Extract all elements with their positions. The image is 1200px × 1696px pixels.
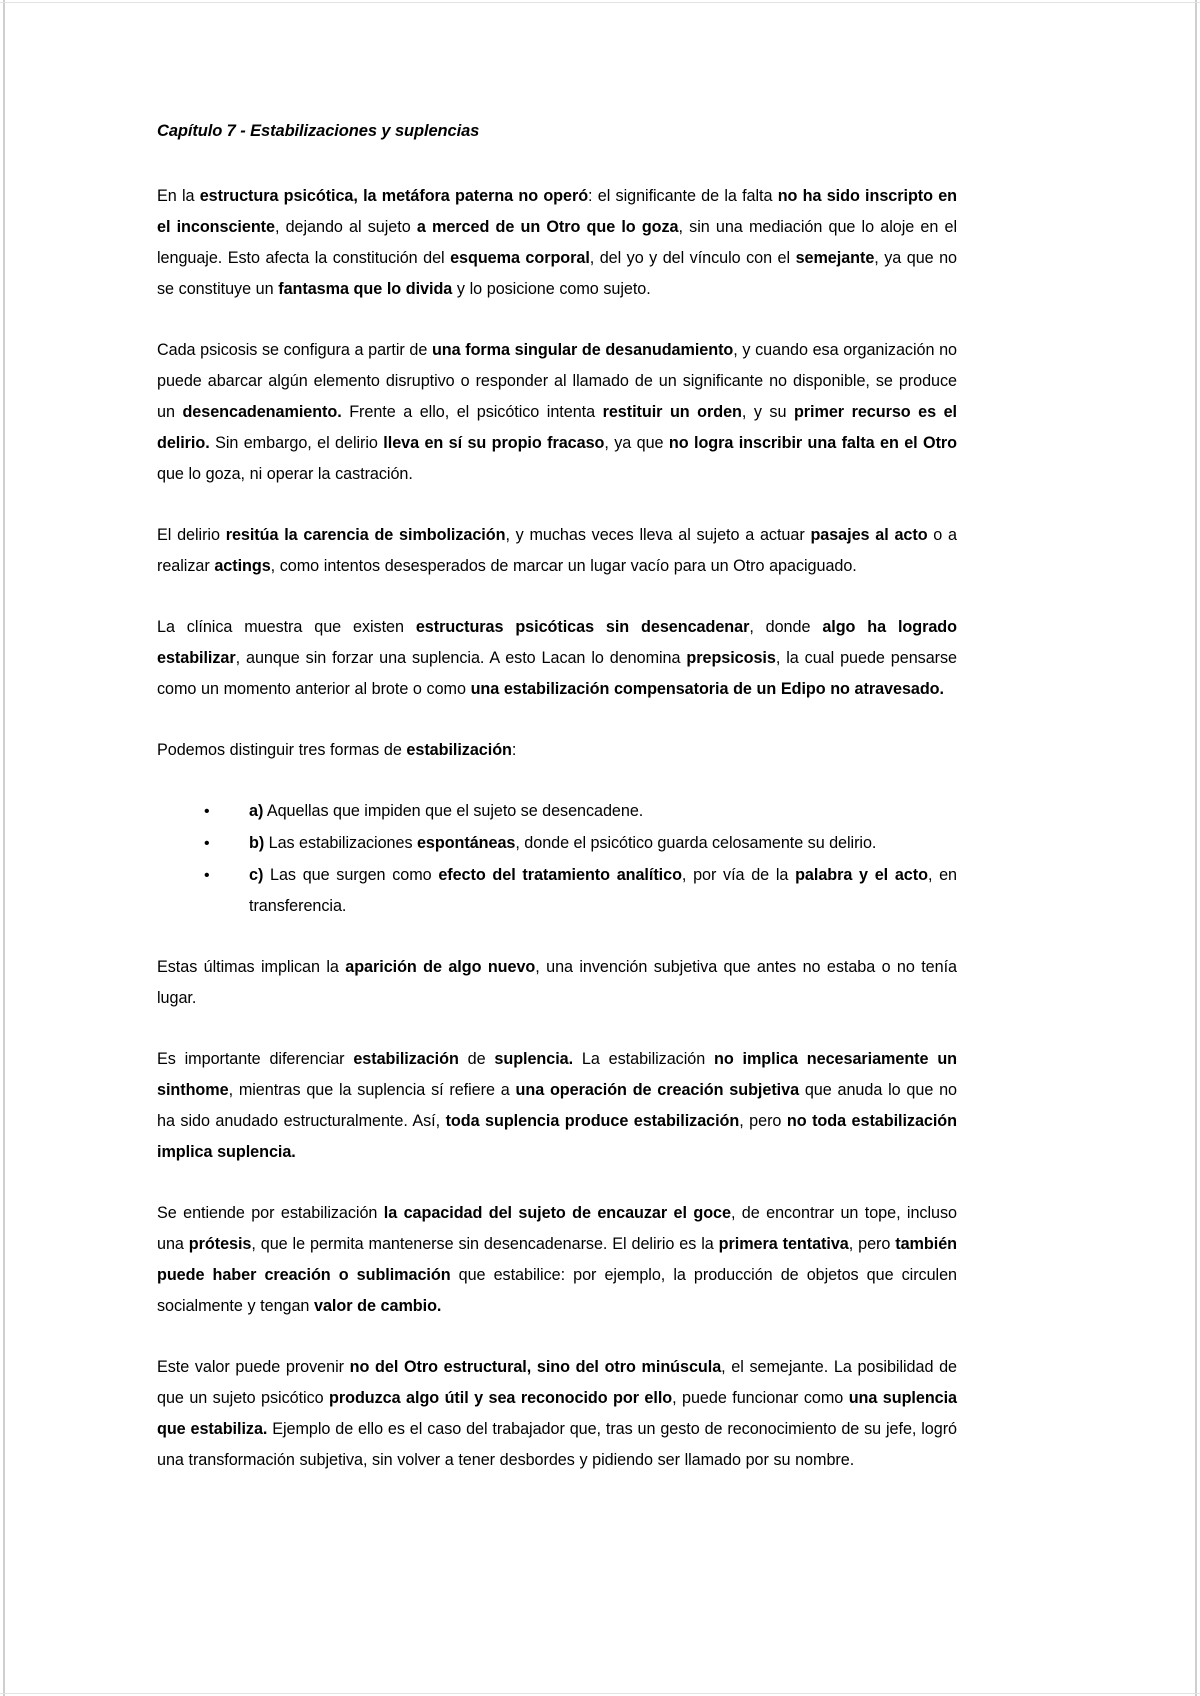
bold-run: toda suplencia produce estabilización <box>445 1111 740 1130</box>
text-run: Cada psicosis se configura a partir de <box>157 340 432 359</box>
bold-run: efecto del tratamiento analítico <box>438 865 682 884</box>
text-run: Las estabilizaciones <box>264 833 417 852</box>
bold-run: estructuras psicóticas sin desencadenar <box>415 617 750 636</box>
paragraph-3 <box>157 520 957 582</box>
text-run: que estabilice: por ejemplo, la producción de objetos que circulen socialmente y tengan <box>157 1265 957 1315</box>
text-run: : el significante de la falta <box>588 186 778 205</box>
bold-run: produzca algo útil y sea reconocido por ello <box>329 1388 673 1407</box>
bold-run: espontáneas <box>416 833 516 852</box>
paragraph-7 <box>157 1044 957 1168</box>
text-run: , pero <box>848 1234 896 1253</box>
bold-run: no logra inscribir una falta en el Otro <box>668 433 958 452</box>
bold-run: primer recurso es el delirio. <box>157 402 957 452</box>
bold-run: lleva en sí su propio fracaso <box>383 433 605 452</box>
bold-run: aparición de algo nuevo <box>345 957 536 976</box>
text-run: , en transferencia. <box>249 865 958 915</box>
text-run: , ya que no se constituye un <box>157 248 958 298</box>
list-item <box>157 828 957 859</box>
text-run: , donde el psicótico guarda celosamente su delirio. <box>515 833 877 852</box>
bold-run: palabra y el acto <box>795 865 928 884</box>
text-run: , y muchas veces lleva al sujeto a actuar <box>505 525 811 544</box>
text-run: , como intentos desesperados de marcar un lugar vacío para un Otro apaciguado. <box>270 556 857 575</box>
page-edge-left <box>3 0 5 1696</box>
page-edge-right <box>1195 0 1197 1696</box>
text-run: , de encontrar un tope, incluso una <box>157 1203 957 1253</box>
text-run: La clínica muestra que existen <box>157 617 416 636</box>
text-run: que anuda lo que no ha sido anudado estructuralmente. Así, <box>157 1080 958 1130</box>
text-run: , aunque sin forzar una suplencia. A esto Lacan lo denomina <box>235 648 687 667</box>
text-run: , del yo y del vínculo con el <box>589 248 796 267</box>
text-run: , que le permita mantenerse sin desencadenarse. El delirio es la <box>251 1234 719 1253</box>
bold-run: restituir un orden <box>602 402 742 421</box>
bold-run: estabilización <box>353 1049 459 1068</box>
bold-run: prepsicosis <box>686 648 776 667</box>
text-run: , y cuando esa organización no puede abarcar algún elemento disruptivo o responder al llamado de un significante no disponible, se produce un <box>157 340 957 421</box>
bullet-icon: • <box>204 802 210 820</box>
bullet-icon: • <box>204 834 210 852</box>
text-run: o a realizar <box>157 525 957 575</box>
bullet-icon: • <box>204 866 210 884</box>
bold-run: una suplencia que estabiliza. <box>157 1388 958 1438</box>
paragraph-4 <box>157 612 957 705</box>
page-edge-top <box>0 2 1200 3</box>
chapter-title: Capítulo 7 - Estabilizaciones y suplencias <box>157 122 480 140</box>
text-run: , dejando al sujeto <box>274 217 417 236</box>
text-run: y lo posicione como sujeto. <box>452 279 651 298</box>
text-run: , sin una mediación que lo aloje en el lenguaje. Esto afecta la constitución del <box>157 217 957 267</box>
text-run: , mientras que la suplencia sí refiere a <box>228 1080 516 1099</box>
text-run: , y su <box>741 402 794 421</box>
page-edge-bottom <box>0 1693 1200 1694</box>
bold-run: una operación de creación subjetiva <box>515 1080 800 1099</box>
paragraph-2 <box>157 335 957 490</box>
bold-run: estructura psicótica, la metáfora paterna no operó <box>199 186 589 205</box>
bold-run: suplencia. <box>494 1049 574 1068</box>
bold-run: estabilización <box>406 740 512 759</box>
bold-run: no implica necesariamente un sinthome <box>157 1049 957 1099</box>
text-run: Frente a ello, el psicótico intenta <box>341 402 603 421</box>
text-run: : <box>511 740 517 759</box>
text-run: Podemos distinguir tres formas de <box>157 740 407 759</box>
bold-run: no del Otro estructural, sino del otro minúscula <box>349 1357 722 1376</box>
text-run: , la cual puede pensarse como un momento anterior al brote o como <box>157 648 957 698</box>
text-run: Sin embargo, el delirio <box>209 433 384 452</box>
list-item <box>157 860 957 922</box>
text-run: , donde <box>749 617 823 636</box>
bold-run: resitúa la carencia de simbolización <box>225 525 506 544</box>
bold-run: a) <box>249 801 264 820</box>
text-run: Es importante diferenciar <box>157 1049 354 1068</box>
bold-run: también puede haber creación o sublimación <box>157 1234 957 1284</box>
text-run: , una invención subjetiva que antes no estaba o no tenía lugar. <box>157 957 957 1007</box>
bold-run: a merced de un Otro que lo goza <box>416 217 679 236</box>
bold-run: c) <box>249 865 264 884</box>
text-run: En la <box>157 186 200 205</box>
text-run: , por vía de la <box>681 865 796 884</box>
bold-run: b) <box>249 833 265 852</box>
text-run: Aquellas que impiden que el sujeto se desencadene. <box>263 801 644 820</box>
bold-run: una forma singular de desanudamiento <box>431 340 734 359</box>
bold-run: no toda estabilización implica suplencia. <box>157 1111 957 1161</box>
bold-run: actings <box>214 556 271 575</box>
list-item <box>157 796 957 827</box>
paragraph-9 <box>157 1352 957 1476</box>
bold-run: pasajes al acto <box>810 525 928 544</box>
stabilization-forms-list <box>157 796 957 922</box>
text-run: de <box>458 1049 495 1068</box>
text-run: Estas últimas implican la <box>157 957 346 976</box>
paragraph-1 <box>157 181 957 305</box>
bold-run: no ha sido inscripto en el inconsciente <box>157 186 958 236</box>
text-run: La estabilización <box>573 1049 714 1068</box>
text-run: , el semejante. La posibilidad de que un sujeto psicótico <box>157 1357 958 1407</box>
text-run: , puede funcionar como <box>672 1388 849 1407</box>
bold-run: desencadenamiento. <box>182 402 342 421</box>
bold-run: prótesis <box>188 1234 252 1253</box>
bold-run: una estabilización compensatoria de un Edipo no atravesado. <box>470 679 944 698</box>
bold-run: fantasma que lo divida <box>278 279 453 298</box>
paragraph-8 <box>157 1198 957 1322</box>
bold-run: primera tentativa <box>718 1234 849 1253</box>
document-body <box>157 122 957 1476</box>
text-run: El delirio <box>157 525 226 544</box>
text-run: Las que surgen como <box>263 865 439 884</box>
text-run: , pero <box>739 1111 787 1130</box>
bold-run: semejante <box>795 248 875 267</box>
text-run: Ejemplo de ello es el caso del trabajador que, tras un gesto de reconocimiento de su jefe, logró una transformación subjetiva, sin volver a tener desbordes y pidiendo ser llamado por su nombre. <box>157 1419 957 1469</box>
text-run: Se entiende por estabilización <box>157 1203 384 1222</box>
paragraph-list-intro <box>157 735 957 766</box>
text-run: , ya que <box>604 433 669 452</box>
bold-run: la capacidad del sujeto de encauzar el goce <box>383 1203 731 1222</box>
paragraph-6 <box>157 952 957 1014</box>
bold-run: esquema corporal <box>450 248 590 267</box>
bold-run: algo ha logrado estabilizar <box>157 617 957 667</box>
text-run: que lo goza, ni operar la castración. <box>157 464 413 483</box>
bold-run: valor de cambio. <box>314 1296 442 1315</box>
text-run: Este valor puede provenir <box>157 1357 350 1376</box>
